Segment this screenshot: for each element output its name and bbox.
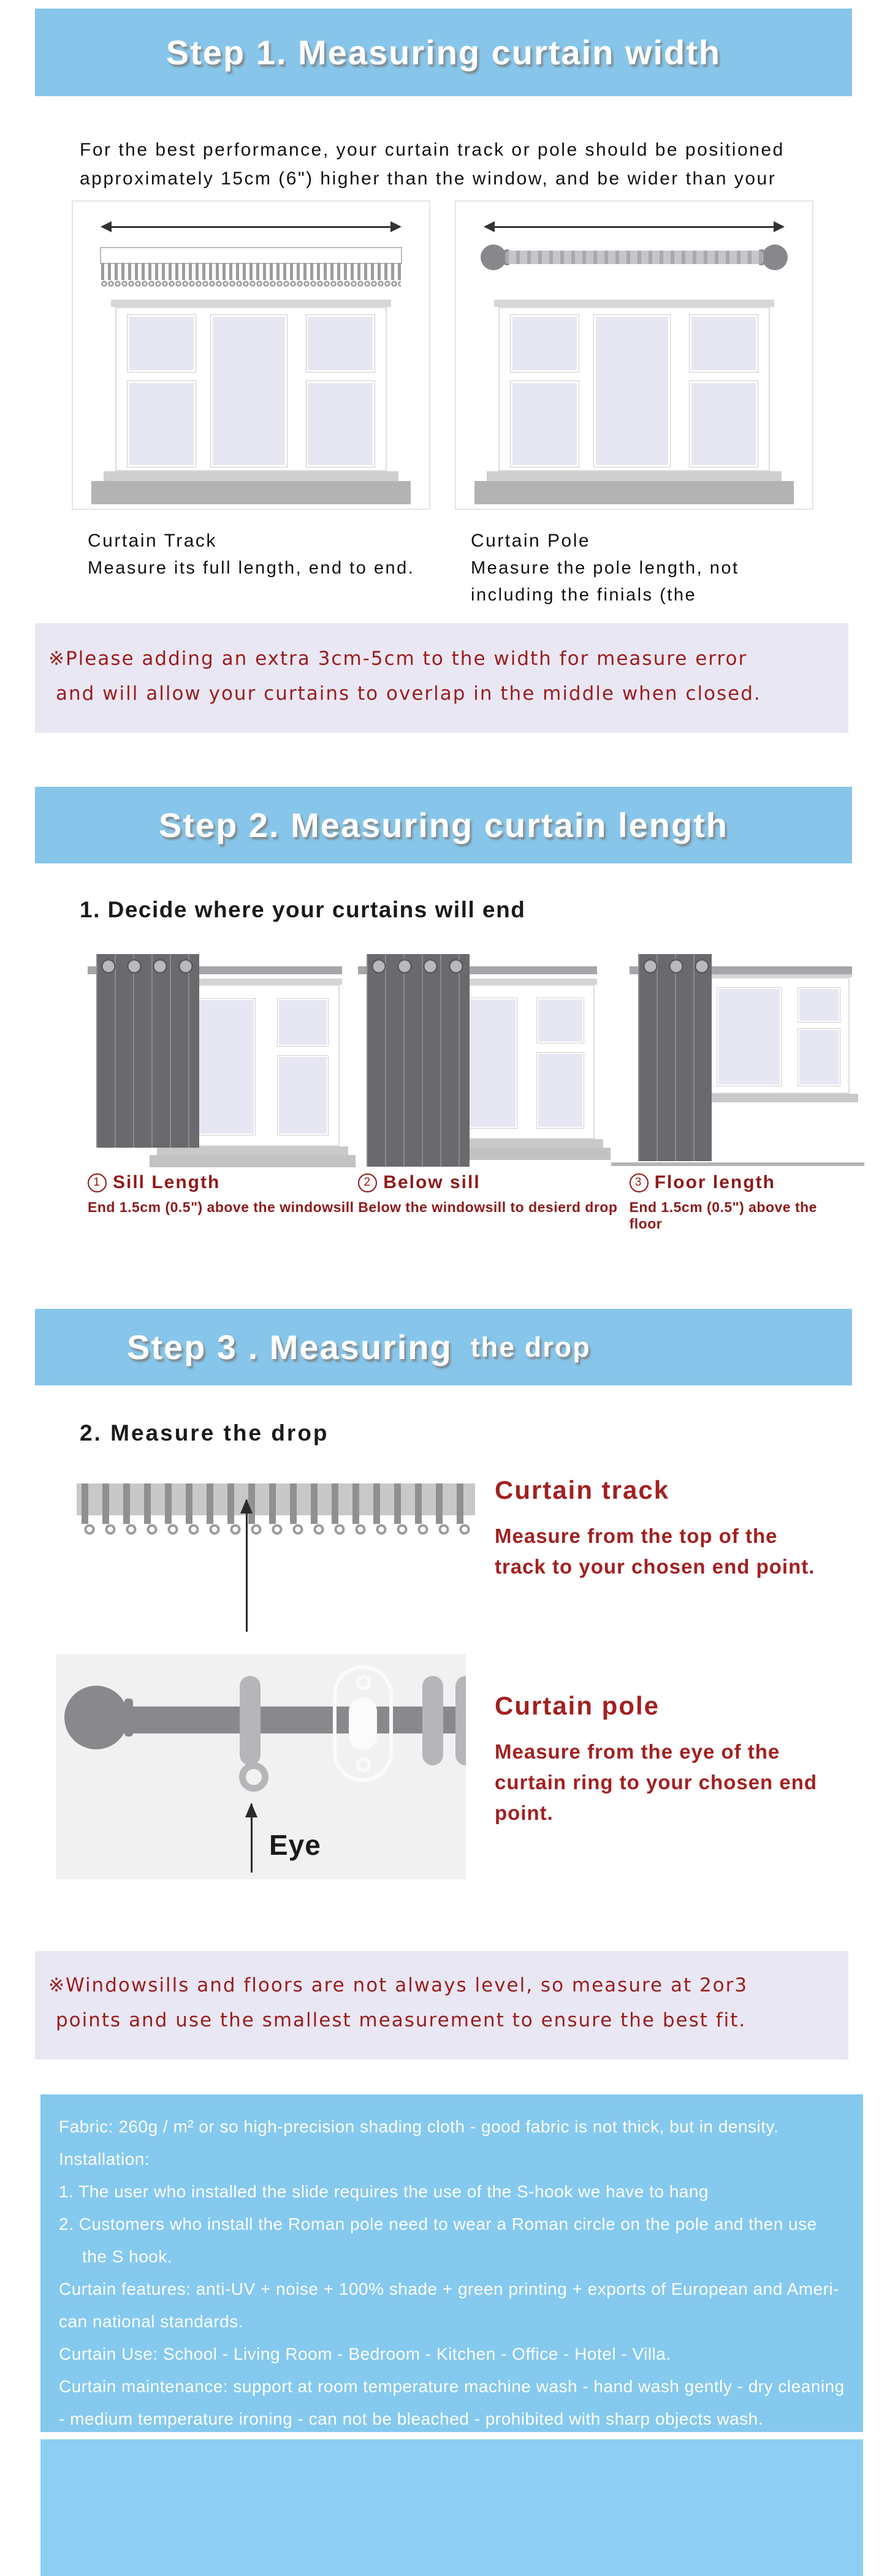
curtain-track-bar xyxy=(100,247,402,264)
window-pedestal xyxy=(150,1155,356,1167)
footer-block xyxy=(40,2439,863,2576)
step1-notice xyxy=(35,623,848,733)
window-pane xyxy=(537,998,584,1043)
window-sill xyxy=(157,1146,348,1155)
step1-notice-line2: and will allow your curtains to overlap in the middle when closed. xyxy=(56,683,761,705)
step1-diagrams xyxy=(72,200,852,510)
curtain-ring xyxy=(240,1676,261,1765)
window-sill xyxy=(104,471,398,481)
below-sill-label: Below sill xyxy=(383,1172,481,1192)
step3-notice xyxy=(35,1951,848,2059)
window-pane xyxy=(537,1053,584,1128)
curtain-pole-caption xyxy=(455,528,813,608)
floor-length-title xyxy=(630,1172,852,1193)
info-line-use: Curtain Use: School - Living Room - Bedroom - Kitchen - Office - Hotel - Villa. xyxy=(59,2344,671,2363)
window-pane xyxy=(211,315,287,468)
below-sill-desc: Below the windowsill to desierd drop xyxy=(358,1199,618,1215)
floor-length-label: Floor length xyxy=(654,1172,775,1192)
window-lintel xyxy=(494,300,774,307)
curtain-track-caption xyxy=(72,528,430,608)
step3-heading: 2. Measure the drop xyxy=(80,1420,329,1445)
up-arrow-icon xyxy=(246,1500,248,1632)
curtain-track-caption-desc: Measure its full length, end to end. xyxy=(88,558,415,578)
step2-captions xyxy=(88,1172,852,1232)
step3-banner xyxy=(35,1309,852,1385)
curtain-track-instr-line1: Measure from the top of the xyxy=(495,1525,778,1547)
window-pane xyxy=(690,381,758,468)
step3-banner-subtitle: the drop xyxy=(470,1331,591,1363)
curtain-track-gliders xyxy=(101,263,401,280)
floor-length-diagram xyxy=(630,953,852,1167)
step2-banner xyxy=(35,787,852,863)
window-pane xyxy=(128,381,196,468)
width-arrow-icon xyxy=(485,226,783,228)
floor-length-desc: End 1.5cm (0.5") above the floor xyxy=(629,1199,817,1232)
info-line-install-1: 1. The user who installed the slide requires the use of the S-hook we have to hang xyxy=(59,2182,709,2201)
info-line-maintenance-2: - medium temperature ironing - can not be bleached - prohibited with sharp objects wash. xyxy=(59,2409,764,2428)
window-sill xyxy=(699,1094,858,1102)
floor-line xyxy=(611,1162,864,1166)
curtain-pole-instr-line1: Measure from the eye of the xyxy=(495,1740,780,1763)
curtain-track-instructions xyxy=(495,1521,815,1582)
page-content xyxy=(35,9,852,2059)
window-pedestal xyxy=(474,481,794,504)
step2-diagrams xyxy=(88,953,852,1167)
window-pane xyxy=(594,315,671,468)
bracket-screw xyxy=(356,1675,371,1690)
circled-number-icon: 2 xyxy=(358,1173,377,1192)
pole-finial-ball xyxy=(64,1686,128,1749)
curtain-track-hooks xyxy=(82,1524,470,1536)
width-arrow-icon xyxy=(102,226,400,228)
info-line-installation: Installation: xyxy=(59,2150,150,2169)
window xyxy=(111,300,391,471)
sill-length-desc: End 1.5cm (0.5") above the windowsill xyxy=(88,1199,354,1215)
curtain xyxy=(96,954,199,1148)
curtain-pole-instr-line2: curtain ring to your chosen end xyxy=(495,1771,818,1794)
curtain-track-caption-title: Curtain Track xyxy=(88,531,217,551)
curtain-track-instr-line2: track to your chosen end point. xyxy=(495,1555,815,1578)
step2-banner-title: Step 2. Measuring curtain length xyxy=(158,806,729,844)
info-line-fabric: Fabric: 260g / m² or so high-precision shading cloth - good fabric is not thick, but in density. xyxy=(59,2117,779,2136)
info-line-features-2: can national standards. xyxy=(59,2312,244,2331)
info-line-maintenance: Curtain maintenance: support at room temperature machine wash - hand wash gently - dry cleaning xyxy=(59,2377,845,2396)
below-sill-caption xyxy=(358,1172,629,1232)
curtain-track-heading: Curtain track xyxy=(495,1476,670,1504)
measure-track-section xyxy=(35,1476,852,1647)
curtain-pole-bar xyxy=(505,251,763,264)
sill-length-diagram xyxy=(88,953,342,1167)
curtain-pole-heading: Curtain pole xyxy=(495,1691,660,1720)
eye-label: Eye xyxy=(269,1829,321,1861)
step2-heading: 1. Decide where your curtains will end xyxy=(80,897,526,922)
below-sill-title xyxy=(358,1172,629,1193)
window-sill xyxy=(487,471,782,481)
curtain-pole-text xyxy=(495,1691,817,1828)
bracket-screw xyxy=(356,1757,371,1772)
step3-notice-line2: points and use the smallest measurement to ensure the best fit. xyxy=(56,2009,747,2031)
circled-number-icon: 1 xyxy=(88,1173,107,1192)
step1-intro-line1: For the best performance, your curtain track or pole should be positioned xyxy=(80,140,785,160)
window-frame xyxy=(498,307,770,471)
curtain-pole-caption-desc-line1: Measure the pole length, not xyxy=(471,558,739,578)
curtain-track-hooks xyxy=(101,280,401,288)
curtain-track-gliders xyxy=(82,1483,470,1524)
window-pane xyxy=(128,315,196,372)
curtain-pole-caption-title: Curtain Pole xyxy=(471,531,591,551)
info-line-install-2: 2. Customers who install the Roman pole need to wear a Roman circle on the pole and then use xyxy=(59,2214,817,2233)
window-frame xyxy=(707,977,850,1094)
window xyxy=(494,300,774,471)
info-line-features: Curtain features: anti-UV + noise + 100% shade + green printing + exports of European and Ameri- xyxy=(59,2279,839,2298)
sill-length-label: Sill Length xyxy=(113,1172,221,1192)
window-pane xyxy=(278,999,328,1046)
window-pane xyxy=(717,988,781,1086)
curtain-pole-instructions xyxy=(495,1737,817,1828)
step3-banner-title: Step 3 . Measuring xyxy=(127,1328,452,1366)
curtain-pole-bar xyxy=(128,1707,466,1733)
pole-finial-right xyxy=(762,244,788,270)
curtain-ring xyxy=(422,1676,443,1765)
pole-bracket xyxy=(333,1665,393,1782)
ring-eye xyxy=(239,1762,268,1792)
curtain-track-diagram xyxy=(72,200,430,510)
window-lintel xyxy=(111,300,391,307)
window-frame xyxy=(115,307,387,471)
curtain-ring xyxy=(455,1676,466,1765)
window-pane xyxy=(798,988,840,1022)
window xyxy=(705,971,852,1102)
step1-captions xyxy=(72,528,852,608)
window-pane xyxy=(511,381,579,468)
sill-length-caption xyxy=(88,1172,358,1232)
product-info-box xyxy=(40,2094,863,2432)
step1-banner xyxy=(35,9,852,96)
measure-pole-section xyxy=(35,1654,852,1879)
step1-intro-text xyxy=(80,135,840,193)
window-pedestal xyxy=(91,481,411,504)
curtain-pole-instr-line3: point. xyxy=(495,1801,554,1824)
pole-finial-left xyxy=(481,244,506,270)
window-pane xyxy=(278,1056,328,1135)
step1-banner-title: Step 1. Measuring curtain width xyxy=(166,33,721,72)
step3-notice-line1: ※Windowsills and floors are not always level, so measure at 2or3 xyxy=(48,1974,748,1996)
bracket-slot xyxy=(349,1697,377,1750)
up-arrow-icon xyxy=(251,1804,253,1873)
sill-length-title xyxy=(88,1172,358,1193)
window-pane xyxy=(690,315,758,372)
curtain-track-text xyxy=(495,1476,815,1582)
curtain-pole-panel xyxy=(56,1654,466,1879)
curtain-pole-caption-desc-line2: including the finials (the xyxy=(471,585,697,605)
step1-intro-line2: approximately 15cm (6") higher than the window, and be wider than your xyxy=(80,169,777,189)
curtain-pole-diagram xyxy=(455,200,813,510)
curtain xyxy=(367,954,470,1167)
step1-notice-line1: ※Please adding an extra 3cm-5cm to the width for measure error xyxy=(48,648,748,670)
below-sill-diagram xyxy=(358,953,596,1167)
curtain xyxy=(638,954,712,1161)
window-pane xyxy=(798,1029,840,1086)
pole-finial-neck xyxy=(124,1699,133,1737)
window-pane xyxy=(511,315,579,372)
floor-length-caption xyxy=(630,1172,852,1232)
circled-number-icon: 3 xyxy=(630,1173,649,1192)
window-pane xyxy=(306,315,375,372)
window-pane xyxy=(306,381,375,468)
info-line-install-2b: the S hook. xyxy=(82,2247,173,2266)
